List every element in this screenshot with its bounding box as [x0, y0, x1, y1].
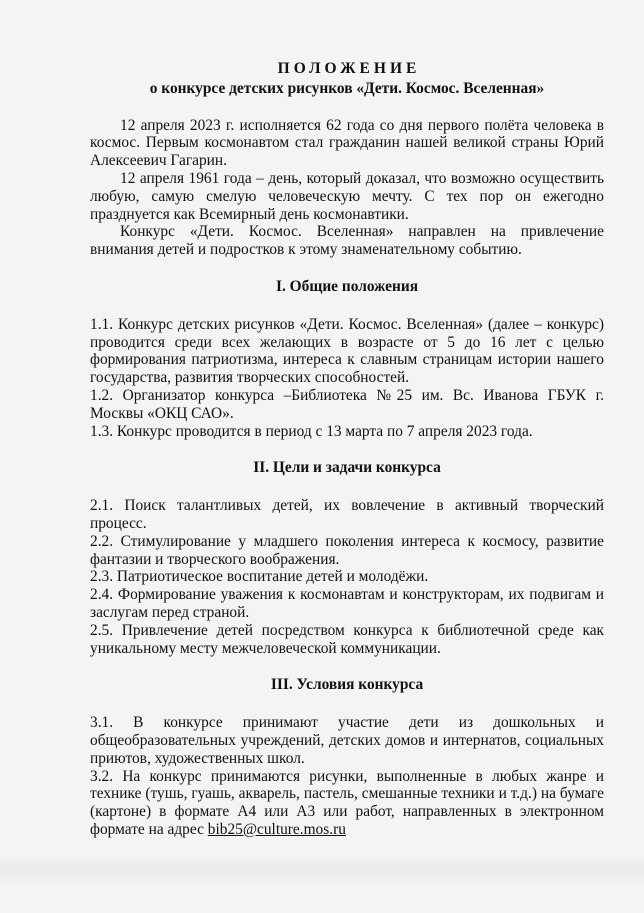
clause: 2.3. Патриотическое воспитание детей и молодёжи. [90, 568, 429, 586]
section-general [90, 278, 604, 440]
clause: 1.3. Конкурс проводится в период с 13 марта по 7 апреля 2023 года. [90, 422, 533, 440]
clause-text: 3.2. На конкурс принимаются рисунки, выполненные в любых жанре и технике (тушь, гуашь, акварель, пастель, смешанные техники и т.д.) на бумаге (картоне) в формате А4 или А3 или работ, направленных в электронном формате на адрес [90, 767, 604, 838]
intro-paragraph: 12 апреля 2023 г. исполняется 62 года со дня первого полёта человека в космос. Первым космонавтом стал гражданин нашей великой страны Юрий Алексеевич Гагарин. [90, 116, 604, 170]
clause: 3.1. В конкурсе принимают участие дети из дошкольных и общеобразовательных учреждений, детских домов и интернатов, социальных приютов, художественных школ. [90, 714, 604, 767]
document-title: ПОЛОЖЕНИЕ [277, 60, 421, 77]
section-heading: II. Цели и задачи конкурса [253, 459, 441, 477]
clause-with-email [90, 768, 604, 839]
email-address[interactable]: bib25@culture.mos.ru [207, 820, 346, 838]
section-conditions [90, 676, 604, 838]
clause: 2.5. Привлечение детей посредством конкурса к библиотечной среде как уникальному месту межчеловеческой коммуникации. [90, 621, 604, 657]
clause: 1.1. Конкурс детских рисунков «Дети. Космос. Вселенная» (далее – конкурс) проводится среди всех желающих в возрасте от 5 до 16 лет с целью формирования патриотизма, интереса к славным страницам истории нашего государства, развития творческих способностей. [90, 315, 604, 387]
clause: 1.2. Организатор конкурса –Библиотека №25 им. Вс. Иванова ГБУК г. Москвы «ОКЦ САО». [90, 386, 604, 422]
section-heading: III. Условия конкурса [270, 676, 424, 694]
document-subtitle: о конкурсе детских рисунков «Дети. Космос. Вселенная» [149, 79, 545, 97]
bleed-through-shadow [0, 855, 644, 885]
section-heading: I. Общие положения [275, 277, 419, 295]
clause: 2.2. Стимулирование у младшего поколения интереса к космосу, развитие фантазии и творческого воображения. [90, 532, 604, 568]
clause: 2.1. Поиск талантливых детей, их вовлечение в активный творческий процесс. [90, 497, 604, 532]
intro-paragraph: Конкурс «Дети. Космос. Вселенная» направлен на привлечение внимания детей и подростков к этому знаменательному событию. [90, 223, 604, 259]
section-goals [90, 459, 604, 657]
clause: 2.4. Формирование уважения к космонавтам и конструкторам, их подвигам и заслугам перед страной. [90, 586, 604, 621]
intro-paragraph: 12 апреля 1961 года – день, который доказал, что возможно осуществить любую, самую смелую человеческую мечту. С тех пор он ежегодно празднуется как Всемирный день космонавтики. [90, 169, 604, 223]
intro-block [90, 117, 604, 259]
